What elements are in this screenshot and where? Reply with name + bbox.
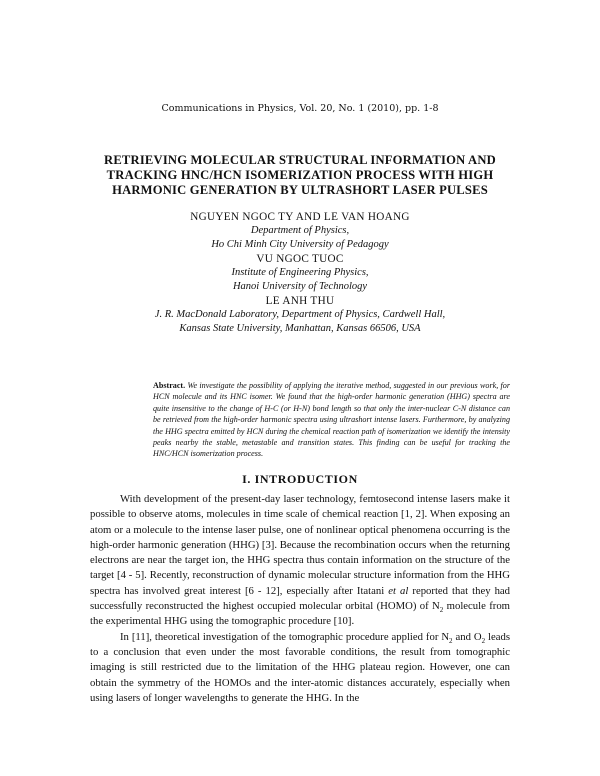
abstract-text: We investigate the possibility of applying the iterative method, suggested in our previous work, for HCN molecule and its HNC isomer. We found that the high-order harmonic generation (HHG) spectra are quite insensitive to the change of H-C (or H-N) bond length so that only the inter-nuclear C-N distance can be retrieved from the high-order harmonic spectra using ultrashort intense lasers. Furthermore, by analyzing the HHG spectra emitted by HCN during the chemical reaction path of isomerization we identify the intensity peaks nearby the stable, metastable and transition states. This finding can be useful for tracking the HNC/HCN isomerization process. <box>153 381 510 459</box>
title-line: HARMONIC GENERATION BY ULTRASHORT LASER PULSES <box>112 183 488 197</box>
affiliation-institution: Hanoi University of Technology <box>232 281 368 292</box>
affiliation-department: Institute of Engineering Physics, <box>231 267 369 278</box>
paragraph-text: leads to a conclusion that even under the most favorable conditions, the result from tomographic imaging is still restricted due to the limitation of the HHG plateau region. However, one can obtain the symmetry of the HOMOs and the inter-atomic distances accurately, especially when using lasers of longer wavelengths to generate the HHG. In the <box>90 630 511 704</box>
paragraph <box>90 492 510 630</box>
subscript: 2 <box>439 606 444 615</box>
abstract <box>153 380 510 460</box>
author-names: NGUYEN NGOC TY AND LE VAN HOANG <box>190 211 410 223</box>
paragraph-text: molecule from the experimental HHG using the tomographic procedure [10]. <box>90 600 510 628</box>
affiliation-institution: Kansas State University, Manhattan, Kansas 66506, USA <box>179 323 421 334</box>
paper-title <box>60 153 540 198</box>
affiliation-department: J. R. MacDonald Laboratory, Department of Physics, Cardwell Hall, <box>154 309 446 320</box>
body-text <box>90 492 510 706</box>
emphasis-text: et al <box>388 584 409 597</box>
abstract-label: Abstract. <box>153 381 186 390</box>
title-line: RETRIEVING MOLECULAR STRUCTURAL INFORMATION AND <box>104 153 496 167</box>
paragraph-text: In [11], theoretical investigation of the tomographic procedure applied for N <box>120 630 450 643</box>
subscript: 2 <box>481 636 486 645</box>
affiliation-institution: Ho Chi Minh City University of Pedagogy <box>211 239 389 250</box>
paragraph <box>90 630 510 706</box>
affiliation-department: Department of Physics, <box>250 225 350 236</box>
subscript: 2 <box>449 636 453 645</box>
author-names: VU NGOC TUOC <box>256 253 344 265</box>
title-line: TRACKING HNC/HCN ISOMERIZATION PROCESS WITH HIGH <box>106 168 494 182</box>
paragraph-text: With development of the present-day laser technology, femtosecond intense lasers make it possible to observe atoms, molecules in time scale of chemical reaction [1, 2]. When exposing an atom or a molecule to the intense laser pulse, one of nonlinear optical phenomena occurring is the high-order harmonic generation (HHG) [3]. Because the recombination occurs when the returning electrons are near the target ion, the HHG spectra thus contain information on the structure of the target [4 - 5]. Recently, reconstruction of dynamic molecular structure information from the HHG spectra has involved great interest [6 - 12], especially after Itatani <box>90 493 510 597</box>
section-heading: I. INTRODUCTION <box>242 472 358 486</box>
paragraph-text: reported that they had successfully reconstructed the highest occupied molecular orbital (HOMO) of N <box>90 584 511 613</box>
paragraph-text: and O <box>455 630 482 643</box>
author-names: LE ANH THU <box>265 295 335 307</box>
journal-citation: Communications in Physics, Vol. 20, No. 1 (2010), pp. 1-8 <box>161 103 439 114</box>
author-block <box>0 210 600 336</box>
